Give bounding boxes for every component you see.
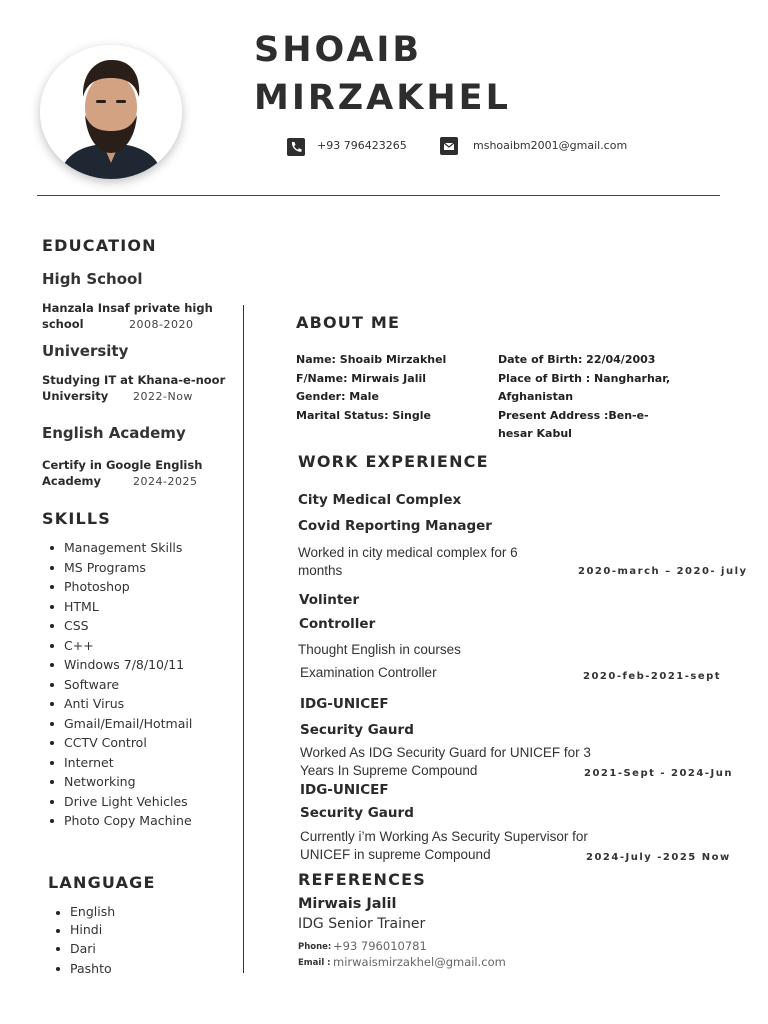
about-field: Date of Birth: 22/04/2003 — [498, 353, 656, 366]
about-field: Afghanistan — [498, 390, 574, 403]
reference-phone-label: Phone: — [298, 942, 332, 952]
reference-email: mirwaismirzakhel@gmail.com — [333, 955, 506, 969]
job-description: months — [298, 563, 343, 578]
education-heading: English Academy — [42, 424, 186, 442]
job-description: Currently i’m Working As Security Supervisor for — [300, 829, 588, 844]
about-personal-right — [498, 351, 728, 444]
job-dates: 2020-march – 2020- july — [578, 566, 748, 577]
education-detail: Studying IT at Khana-e-noor — [42, 373, 226, 387]
skill-item: MS Programs — [42, 558, 237, 578]
skill-item: Photo Copy Machine — [42, 811, 237, 831]
about-personal-left — [296, 351, 496, 425]
job-description: Worked in city medical complex for 6 — [298, 545, 518, 560]
job-description: Thought English in courses — [298, 642, 461, 657]
profile-photo — [40, 45, 182, 179]
phone-number: +93 796423265 — [317, 139, 407, 152]
education-title: EDUCATION — [42, 236, 157, 255]
profile-portrait — [40, 45, 182, 179]
skill-item: CSS — [42, 616, 237, 636]
job-dates: 2020-feb-2021-sept — [583, 671, 722, 682]
about-field: F/Name: Mirwais Jalil — [296, 371, 427, 385]
education-heading: High School — [42, 270, 143, 288]
language-title: LANGUAGE — [48, 873, 156, 892]
job-role: Covid Reporting Manager — [298, 518, 492, 534]
skill-item: Software — [42, 675, 237, 695]
education-detail: school — [42, 317, 84, 331]
skill-item: Drive Light Vehicles — [42, 792, 237, 812]
references-title: REFERENCES — [298, 870, 426, 889]
education-years: 2008-2020 — [129, 318, 194, 331]
job-organization: IDG-UNICEF — [300, 696, 389, 712]
reference-phone: +93 796010781 — [333, 939, 427, 953]
education-detail: Hanzala Insaf private high — [42, 301, 213, 315]
job-role: Controller — [299, 616, 376, 632]
job-role: Security Gaurd — [300, 722, 414, 738]
about-field: Present Address :Ben-e- — [498, 408, 649, 422]
about-field: Gender: Male — [296, 390, 379, 403]
education-detail: Certify in Google English — [42, 458, 203, 472]
language-item: Dari — [48, 939, 228, 959]
reference-name: Mirwais Jalil — [298, 896, 397, 912]
skill-item: C++ — [42, 636, 237, 656]
job-description: Years In Supreme Compound — [300, 763, 478, 778]
skill-item: HTML — [42, 597, 237, 617]
job-description: UNICEF in supreme Compound — [300, 847, 491, 862]
last-name: MIRZAKHEL — [254, 78, 511, 118]
about-field: Place of Birth : Nangharhar, — [498, 371, 671, 385]
skill-item: Management Skills — [42, 538, 237, 558]
skill-item: Anti Virus — [42, 694, 237, 714]
language-item: English — [48, 903, 228, 921]
education-years: 2022-Now — [133, 390, 193, 403]
job-description: Worked As IDG Security Guard for UNICEF for 3 — [300, 745, 591, 760]
job-description: Examination Controller — [300, 665, 437, 680]
about-title: ABOUT ME — [296, 313, 401, 332]
job-role: Security Gaurd — [300, 805, 414, 821]
mail-icon — [440, 137, 458, 155]
work-title: WORK EXPERIENCE — [298, 452, 489, 471]
reference-email-label: Email : — [298, 958, 331, 968]
about-field: hesar Kabul — [498, 427, 572, 440]
education-detail: Academy — [42, 474, 101, 488]
skill-item: Internet — [42, 753, 237, 773]
phone-icon — [287, 138, 305, 156]
about-field: Marital Status: Single — [296, 408, 431, 422]
skill-item: Networking — [42, 772, 237, 792]
job-organization: Volinter — [299, 592, 360, 608]
education-detail: University — [42, 389, 109, 403]
skills-title: SKILLS — [42, 509, 111, 528]
skill-item: Gmail/Email/Hotmail — [42, 714, 237, 734]
skills-list — [42, 538, 237, 831]
skill-item: CCTV Control — [42, 733, 237, 753]
first-name: SHOAIB — [254, 30, 423, 70]
education-heading: University — [42, 342, 129, 360]
language-item: Pashto — [48, 959, 228, 979]
job-organization: IDG-UNICEF — [300, 782, 389, 798]
about-field: Name: Shoaib Mirzakhel — [296, 353, 447, 366]
language-item: Hindi — [48, 921, 228, 939]
education-years: 2024-2025 — [133, 475, 198, 488]
reference-role: IDG Senior Trainer — [298, 916, 426, 932]
email-address: mshoaibm2001@gmail.com — [473, 139, 628, 152]
skill-item: Windows 7/8/10/11 — [42, 655, 237, 675]
header-divider — [37, 195, 720, 196]
column-divider — [243, 305, 244, 973]
job-dates: 2021-Sept - 2024-Jun — [584, 768, 733, 779]
language-list — [48, 903, 228, 978]
job-organization: City Medical Complex — [298, 492, 462, 508]
skill-item: Photoshop — [42, 577, 237, 597]
job-dates: 2024-July -2025 Now — [586, 852, 731, 863]
